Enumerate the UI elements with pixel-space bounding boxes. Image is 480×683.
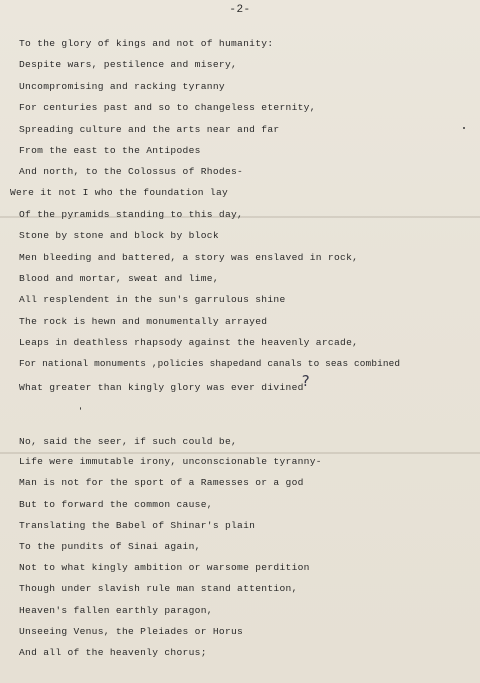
- poem-line: Spreading culture and the arts near and far: [19, 124, 280, 135]
- poem-line: Leaps in deathless rhapsody against the heavenly arcade,: [19, 337, 359, 348]
- poem-line: For national monuments ,policies shapedand canals to seas combined: [19, 358, 401, 369]
- poem-line: Men bleeding and battered, a story was enslaved in rock,: [19, 252, 359, 263]
- page-fold-line: [0, 452, 480, 454]
- handwritten-question-mark: ?: [301, 372, 310, 390]
- poem-line: Uncompromising and racking tyranny: [19, 81, 225, 92]
- poem-line: Though under slavish rule man stand attention,: [19, 583, 298, 594]
- poem-line: Man is not for the sport of a Ramesses or a god: [19, 477, 304, 488]
- poem-line: Stone by stone and block by block: [19, 230, 219, 241]
- poem-line: Unseeing Venus, the Pleiades or Horus: [19, 626, 244, 637]
- poem-line: Heaven's fallen earthly paragon,: [19, 605, 213, 616]
- poem-line: Despite wars, pestilence and misery,: [19, 59, 238, 70]
- poem-line-text: What greater than kingly glory was ever divined: [19, 382, 304, 393]
- poem-line: Translating the Babel of Shinar's plain: [19, 520, 256, 531]
- poem-line: All resplendent in the sun's garrulous shine: [19, 294, 286, 305]
- poem-line: To the glory of kings and not of humanity:: [19, 38, 274, 49]
- poem-line: And all of the heavenly chorus;: [19, 647, 207, 658]
- poem-line: Not to what kingly ambition or warsome perdition: [19, 562, 310, 573]
- poem-line: For centuries past and so to changeless eternity,: [19, 102, 316, 113]
- ink-speck: [80, 407, 81, 410]
- poem-line: Blood and mortar, sweat and lime,: [19, 273, 219, 284]
- poem-line: Life were immutable irony, unconscionable tyranny-: [19, 456, 322, 467]
- poem-line: Of the pyramids standing to this day,: [19, 209, 244, 220]
- poem-line: To the pundits of Sinai again,: [19, 541, 201, 552]
- poem-line: No, said the seer, if such could be,: [19, 436, 238, 447]
- ink-speck: [463, 127, 465, 129]
- poem-line-with-mark: [19, 372, 312, 394]
- page-number: -2-: [229, 4, 251, 16]
- poem-line: The rock is hewn and monumentally arrayed: [19, 316, 268, 327]
- poem-line: Were it not I who the foundation lay: [10, 187, 229, 198]
- poem-line: From the east to the Antipodes: [19, 145, 201, 156]
- poem-line: And north, to the Colossus of Rhodes-: [19, 166, 244, 177]
- poem-line: But to forward the common cause,: [19, 499, 213, 510]
